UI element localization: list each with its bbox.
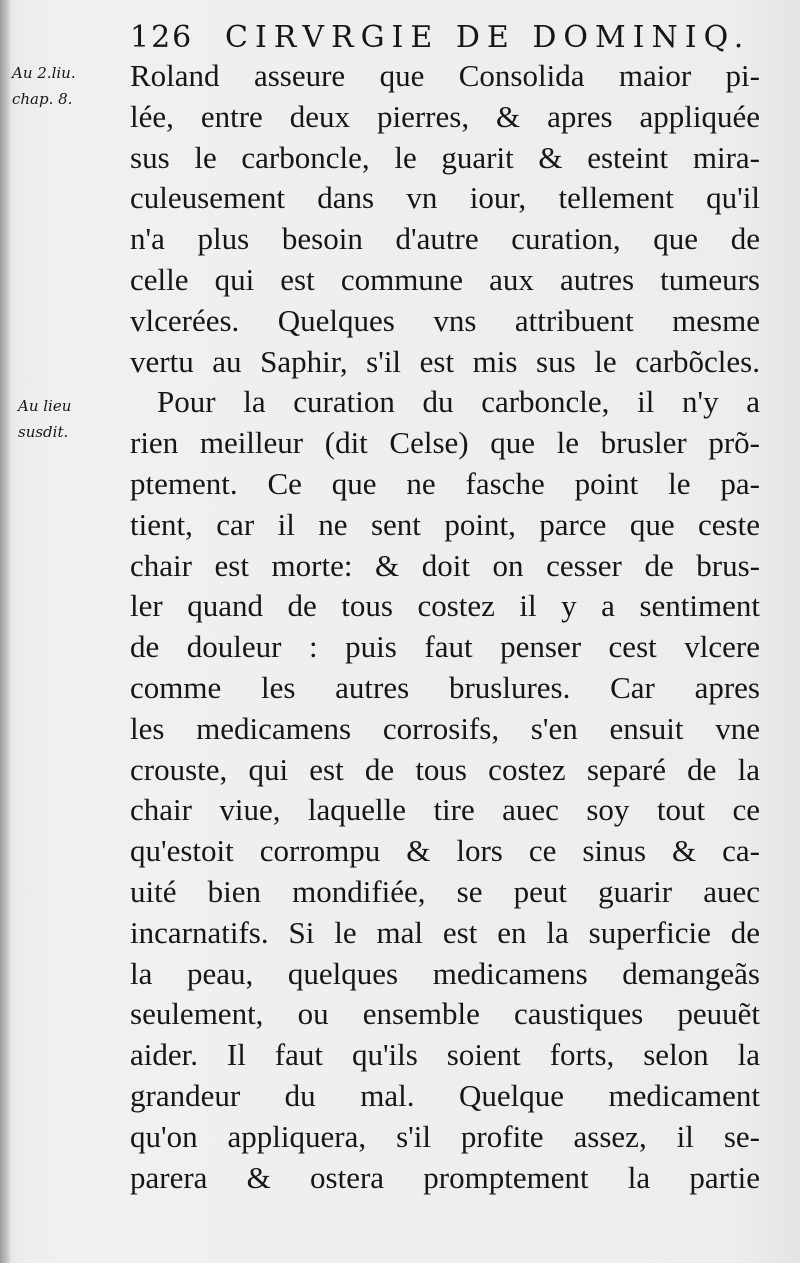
- text-line: ler quand de tous costez il y a sentiment: [130, 588, 760, 624]
- running-title: CIRVRGIE DE DOMINIQ.: [225, 20, 751, 55]
- text-line: Roland asseure que Consolida maior pi-: [130, 58, 760, 93]
- margin-note-reference-1: [12, 60, 76, 112]
- margin-note-line: Au 2.liu.: [12, 64, 76, 82]
- text-line: uité bien mondifiée, se peut guarir auec: [130, 873, 760, 909]
- text-line: incarnatifs. Si le mal est en la superficie de: [130, 914, 760, 950]
- margin-note-line: chap. 8.: [12, 90, 73, 108]
- text-line: parera & ostera promptement la partie: [130, 1159, 760, 1195]
- page-number: 126: [130, 20, 194, 55]
- text-line: chair est morte: & doit on cesser de brus-: [130, 547, 760, 583]
- body-text: [130, 56, 760, 1198]
- text-line: sus le carboncle, le guarit & esteint mira-: [130, 139, 760, 175]
- text-line: la peau, quelques medicamens demangeãs: [130, 955, 760, 991]
- margin-note-line: Au lieu: [18, 397, 72, 415]
- text-line: grandeur du mal. Quelque medicament: [130, 1077, 760, 1113]
- text-line: crouste, qui est de tous costez separé de la: [130, 751, 760, 787]
- text-line: qu'on appliquera, s'il profite assez, il se-: [130, 1118, 760, 1154]
- text-line: de douleur : puis faut penser cest vlcere: [130, 629, 760, 665]
- text-line: rien meilleur (dit Celse) que le brusler prõ-: [130, 425, 760, 461]
- text-line: ptement. Ce que ne fasche point le pa-: [130, 465, 760, 501]
- text-line: culeusement dans vn iour, tellement qu'il: [130, 180, 760, 216]
- text-line: celle qui est commune aux autres tumeurs: [130, 261, 760, 297]
- text-line: vlcerées. Quelques vns attribuent mesme: [130, 302, 760, 338]
- margin-note-line: susdit.: [18, 423, 69, 441]
- margin-note-reference-2: [18, 393, 71, 445]
- text-line: les medicamens corrosifs, s'en ensuit vne: [130, 710, 760, 746]
- text-line: vertu au Saphir, s'il est mis sus le carbõcles.: [130, 343, 760, 379]
- text-line: qu'estoit corrompu & lors ce sinus & ca-: [130, 833, 760, 869]
- text-line: comme les autres bruslures. Car apres: [130, 669, 760, 705]
- text-line: n'a plus besoin d'autre curation, que de: [130, 221, 760, 257]
- text-line: tient, car il ne sent point, parce que ceste: [130, 506, 760, 542]
- page-header: [130, 14, 770, 54]
- text-line: aider. Il faut qu'ils soient forts, selon la: [130, 1037, 760, 1073]
- text-line: Pour la curation du carboncle, il n'y a: [157, 384, 760, 420]
- text-line: chair viue, laquelle tire auec soy tout ce: [130, 792, 760, 828]
- page-spine-shadow: [0, 0, 10, 1263]
- text-line: lée, entre deux pierres, & apres appliquée: [130, 98, 760, 134]
- text-line: seulement, ou ensemble caustiques peuuẽt: [130, 996, 760, 1032]
